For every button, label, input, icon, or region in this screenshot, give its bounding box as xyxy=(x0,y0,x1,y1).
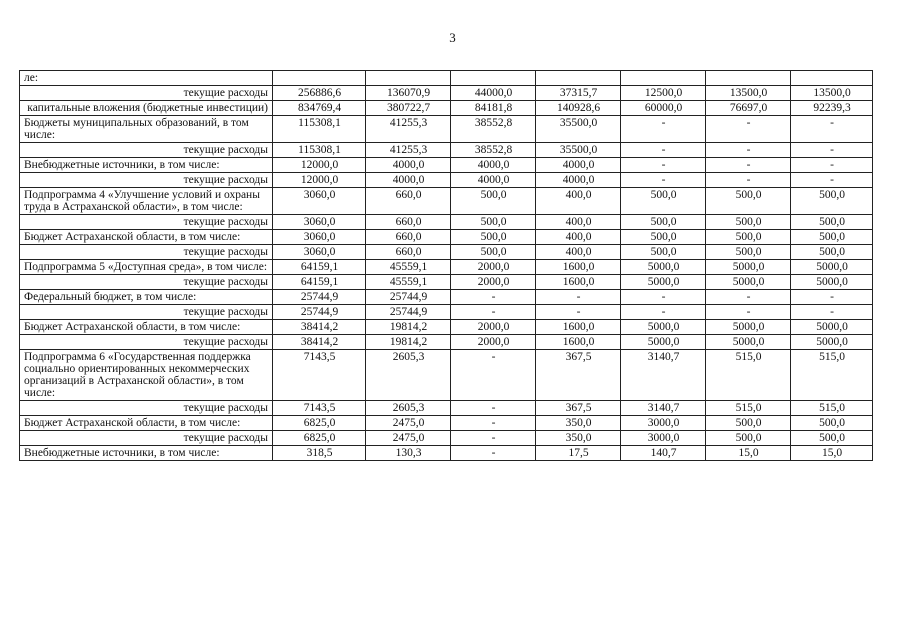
budget-table-body xyxy=(20,71,873,461)
table-row xyxy=(20,143,873,158)
table-row xyxy=(20,446,873,461)
table-cell-value: 660,0 xyxy=(366,245,451,260)
table-cell-value: 400,0 xyxy=(536,230,621,245)
table-cell-value: 500,0 xyxy=(706,245,791,260)
table-cell-value: - xyxy=(791,116,873,143)
table-cell-value: 92239,3 xyxy=(791,101,873,116)
table-cell-value: 3140,7 xyxy=(621,350,706,401)
table-cell-value: 367,5 xyxy=(536,350,621,401)
table-cell-value: - xyxy=(451,416,536,431)
table-cell-value: 115308,1 xyxy=(273,143,366,158)
table-cell-value xyxy=(273,71,366,86)
table-cell-value: 3060,0 xyxy=(273,230,366,245)
table-cell-value: 45559,1 xyxy=(366,260,451,275)
table-cell-value: - xyxy=(621,116,706,143)
table-row xyxy=(20,101,873,116)
table-cell-value: 500,0 xyxy=(706,215,791,230)
table-row xyxy=(20,350,873,401)
table-cell-value: 350,0 xyxy=(536,431,621,446)
table-row xyxy=(20,305,873,320)
table-cell-value: 367,5 xyxy=(536,401,621,416)
table-cell-value xyxy=(621,71,706,86)
table-cell-value: 500,0 xyxy=(451,230,536,245)
table-cell-value: - xyxy=(536,290,621,305)
row-label: капитальные вложения (бюджетные инвестиции) xyxy=(20,101,273,116)
table-cell-value: 5000,0 xyxy=(621,275,706,290)
table-cell-value xyxy=(451,71,536,86)
table-cell-value: 84181,8 xyxy=(451,101,536,116)
row-label: Подпрограмма 4 «Улучшение условий и охраны труда в Астраханской области», в том числе: xyxy=(20,188,273,215)
row-label: ле: xyxy=(20,71,273,86)
table-cell-value: 15,0 xyxy=(791,446,873,461)
table-cell-value: - xyxy=(451,350,536,401)
table-cell-value: 515,0 xyxy=(791,401,873,416)
table-cell-value: - xyxy=(536,305,621,320)
table-cell-value: 7143,5 xyxy=(273,401,366,416)
table-cell-value: 500,0 xyxy=(706,230,791,245)
table-cell-value: 5000,0 xyxy=(706,260,791,275)
page-number: 3 xyxy=(449,30,456,45)
table-cell-value: 3140,7 xyxy=(621,401,706,416)
table-cell-value: 35500,0 xyxy=(536,116,621,143)
table-cell-value: - xyxy=(706,305,791,320)
row-label: Бюджеты муниципальных образований, в том числе: xyxy=(20,116,273,143)
table-cell-value: 5000,0 xyxy=(791,260,873,275)
table-cell-value: 660,0 xyxy=(366,188,451,215)
table-cell-value: 76697,0 xyxy=(706,101,791,116)
table-row xyxy=(20,320,873,335)
table-cell-value: 500,0 xyxy=(621,230,706,245)
table-cell-value: - xyxy=(706,116,791,143)
table-cell-value: 500,0 xyxy=(621,215,706,230)
table-cell-value: 35500,0 xyxy=(536,143,621,158)
table-cell-value: 12000,0 xyxy=(273,158,366,173)
table-cell-value xyxy=(366,71,451,86)
table-cell-value: 400,0 xyxy=(536,188,621,215)
budget-table xyxy=(19,70,873,461)
table-row xyxy=(20,86,873,101)
table-cell-value: 660,0 xyxy=(366,230,451,245)
table-cell-value: 3000,0 xyxy=(621,431,706,446)
table-cell-value: 5000,0 xyxy=(621,320,706,335)
table-cell-value: - xyxy=(706,290,791,305)
table-cell-value: 25744,9 xyxy=(366,290,451,305)
row-label: текущие расходы xyxy=(20,215,273,230)
table-cell-value: 44000,0 xyxy=(451,86,536,101)
table-cell-value: - xyxy=(451,401,536,416)
table-cell-value: 5000,0 xyxy=(791,320,873,335)
table-cell-value: 515,0 xyxy=(706,401,791,416)
table-row xyxy=(20,335,873,350)
table-cell-value: 64159,1 xyxy=(273,275,366,290)
row-label: Подпрограмма 6 «Государственная поддержка социально ориентированных некоммерческих организаций в Астраханской области», в том числе: xyxy=(20,350,273,401)
row-label: текущие расходы xyxy=(20,335,273,350)
table-cell-value: - xyxy=(451,446,536,461)
table-cell-value: 5000,0 xyxy=(621,260,706,275)
table-cell-value: 2605,3 xyxy=(366,350,451,401)
row-label: Федеральный бюджет, в том числе: xyxy=(20,290,273,305)
row-label: Внебюджетные источники, в том числе: xyxy=(20,446,273,461)
table-cell-value: 38414,2 xyxy=(273,320,366,335)
table-cell-value: 515,0 xyxy=(706,350,791,401)
table-cell-value: 1600,0 xyxy=(536,260,621,275)
table-cell-value: 350,0 xyxy=(536,416,621,431)
table-cell-value: 4000,0 xyxy=(451,158,536,173)
table-cell-value: 500,0 xyxy=(706,188,791,215)
table-cell-value: - xyxy=(621,305,706,320)
table-cell-value: 13500,0 xyxy=(791,86,873,101)
table-cell-value: 834769,4 xyxy=(273,101,366,116)
table-cell-value: 19814,2 xyxy=(366,335,451,350)
row-label: Бюджет Астраханской области, в том числе: xyxy=(20,230,273,245)
table-cell-value: 5000,0 xyxy=(791,275,873,290)
row-label: Подпрограмма 5 «Доступная среда», в том числе: xyxy=(20,260,273,275)
table-cell-value: 45559,1 xyxy=(366,275,451,290)
table-row xyxy=(20,215,873,230)
table-cell-value: 17,5 xyxy=(536,446,621,461)
table-cell-value: 515,0 xyxy=(791,350,873,401)
table-cell-value: 2000,0 xyxy=(451,335,536,350)
table-cell-value: 15,0 xyxy=(706,446,791,461)
table-cell-value: 3060,0 xyxy=(273,245,366,260)
table-cell-value: 130,3 xyxy=(366,446,451,461)
table-cell-value: - xyxy=(791,173,873,188)
table-cell-value: 1600,0 xyxy=(536,320,621,335)
table-cell-value: 400,0 xyxy=(536,245,621,260)
table-cell-value: 38414,2 xyxy=(273,335,366,350)
table-cell-value: 2475,0 xyxy=(366,416,451,431)
table-cell-value: 5000,0 xyxy=(621,335,706,350)
table-cell-value: 2000,0 xyxy=(451,275,536,290)
table-cell-value: 2000,0 xyxy=(451,320,536,335)
table-cell-value: 500,0 xyxy=(451,245,536,260)
table-cell-value: 7143,5 xyxy=(273,350,366,401)
table-cell-value: 4000,0 xyxy=(366,158,451,173)
table-cell-value: 2605,3 xyxy=(366,401,451,416)
table-cell-value: 1600,0 xyxy=(536,335,621,350)
table-cell-value: 19814,2 xyxy=(366,320,451,335)
row-label: текущие расходы xyxy=(20,431,273,446)
table-cell-value: - xyxy=(791,158,873,173)
table-cell-value: 500,0 xyxy=(791,245,873,260)
table-cell-value: 500,0 xyxy=(706,431,791,446)
table-row xyxy=(20,158,873,173)
row-label: текущие расходы xyxy=(20,275,273,290)
table-cell-value: - xyxy=(706,158,791,173)
table-cell-value: 4000,0 xyxy=(536,158,621,173)
table-cell-value: 6825,0 xyxy=(273,416,366,431)
table-row xyxy=(20,260,873,275)
table-cell-value: - xyxy=(791,143,873,158)
table-cell-value: 500,0 xyxy=(791,230,873,245)
table-cell-value: 37315,7 xyxy=(536,86,621,101)
table-cell-value: 2475,0 xyxy=(366,431,451,446)
table-cell-value: - xyxy=(791,305,873,320)
table-row xyxy=(20,290,873,305)
table-cell-value: 38552,8 xyxy=(451,143,536,158)
table-cell-value: 115308,1 xyxy=(273,116,366,143)
table-cell-value: 4000,0 xyxy=(366,173,451,188)
table-cell-value: 25744,9 xyxy=(273,305,366,320)
table-cell-value: 5000,0 xyxy=(791,335,873,350)
table-cell-value: - xyxy=(706,173,791,188)
table-cell-value: 500,0 xyxy=(451,188,536,215)
table-row xyxy=(20,416,873,431)
row-label: текущие расходы xyxy=(20,245,273,260)
table-cell-value: - xyxy=(621,290,706,305)
table-cell-value: 500,0 xyxy=(451,215,536,230)
table-cell-value xyxy=(791,71,873,86)
table-cell-value: - xyxy=(451,431,536,446)
table-cell-value: - xyxy=(621,158,706,173)
table-cell-value: 500,0 xyxy=(791,215,873,230)
table-cell-value: 12000,0 xyxy=(273,173,366,188)
table-cell-value: 500,0 xyxy=(706,416,791,431)
table-cell-value: 41255,3 xyxy=(366,116,451,143)
table-cell-value: 380722,7 xyxy=(366,101,451,116)
table-cell-value xyxy=(536,71,621,86)
table-cell-value: 25744,9 xyxy=(273,290,366,305)
table-cell-value: 500,0 xyxy=(621,245,706,260)
row-label: текущие расходы xyxy=(20,143,273,158)
table-row xyxy=(20,401,873,416)
row-label: Бюджет Астраханской области, в том числе: xyxy=(20,320,273,335)
table-cell-value: 500,0 xyxy=(791,416,873,431)
table-row xyxy=(20,188,873,215)
table-cell-value: 256886,6 xyxy=(273,86,366,101)
table-row xyxy=(20,71,873,86)
table-cell-value: - xyxy=(451,290,536,305)
table-cell-value xyxy=(706,71,791,86)
table-cell-value: - xyxy=(621,143,706,158)
table-cell-value: 2000,0 xyxy=(451,260,536,275)
table-row xyxy=(20,230,873,245)
table-row xyxy=(20,431,873,446)
table-cell-value: 1600,0 xyxy=(536,275,621,290)
table-cell-value: 5000,0 xyxy=(706,320,791,335)
table-cell-value: - xyxy=(451,305,536,320)
table-cell-value: 136070,9 xyxy=(366,86,451,101)
table-cell-value: 140,7 xyxy=(621,446,706,461)
table-cell-value: 41255,3 xyxy=(366,143,451,158)
table-cell-value: 38552,8 xyxy=(451,116,536,143)
table-cell-value: - xyxy=(791,290,873,305)
table-cell-value: 500,0 xyxy=(621,188,706,215)
row-label: текущие расходы xyxy=(20,401,273,416)
table-cell-value: 140928,6 xyxy=(536,101,621,116)
row-label: текущие расходы xyxy=(20,86,273,101)
table-cell-value: 12500,0 xyxy=(621,86,706,101)
table-row xyxy=(20,173,873,188)
table-cell-value: 660,0 xyxy=(366,215,451,230)
row-label: Бюджет Астраханской области, в том числе: xyxy=(20,416,273,431)
table-cell-value: 3060,0 xyxy=(273,215,366,230)
row-label: текущие расходы xyxy=(20,173,273,188)
table-cell-value: 3000,0 xyxy=(621,416,706,431)
table-cell-value: 500,0 xyxy=(791,431,873,446)
table-cell-value: 318,5 xyxy=(273,446,366,461)
table-cell-value: 25744,9 xyxy=(366,305,451,320)
row-label: текущие расходы xyxy=(20,305,273,320)
table-row xyxy=(20,116,873,143)
table-cell-value: 60000,0 xyxy=(621,101,706,116)
table-cell-value: 13500,0 xyxy=(706,86,791,101)
table-cell-value: 3060,0 xyxy=(273,188,366,215)
table-row xyxy=(20,275,873,290)
table-cell-value: 4000,0 xyxy=(451,173,536,188)
table-cell-value: 4000,0 xyxy=(536,173,621,188)
table-cell-value: 5000,0 xyxy=(706,275,791,290)
table-cell-value: 64159,1 xyxy=(273,260,366,275)
table-cell-value: 6825,0 xyxy=(273,431,366,446)
table-row xyxy=(20,245,873,260)
table-cell-value: 500,0 xyxy=(791,188,873,215)
table-cell-value: 5000,0 xyxy=(706,335,791,350)
row-label: Внебюджетные источники, в том числе: xyxy=(20,158,273,173)
table-cell-value: 400,0 xyxy=(536,215,621,230)
table-cell-value: - xyxy=(621,173,706,188)
table-cell-value: - xyxy=(706,143,791,158)
